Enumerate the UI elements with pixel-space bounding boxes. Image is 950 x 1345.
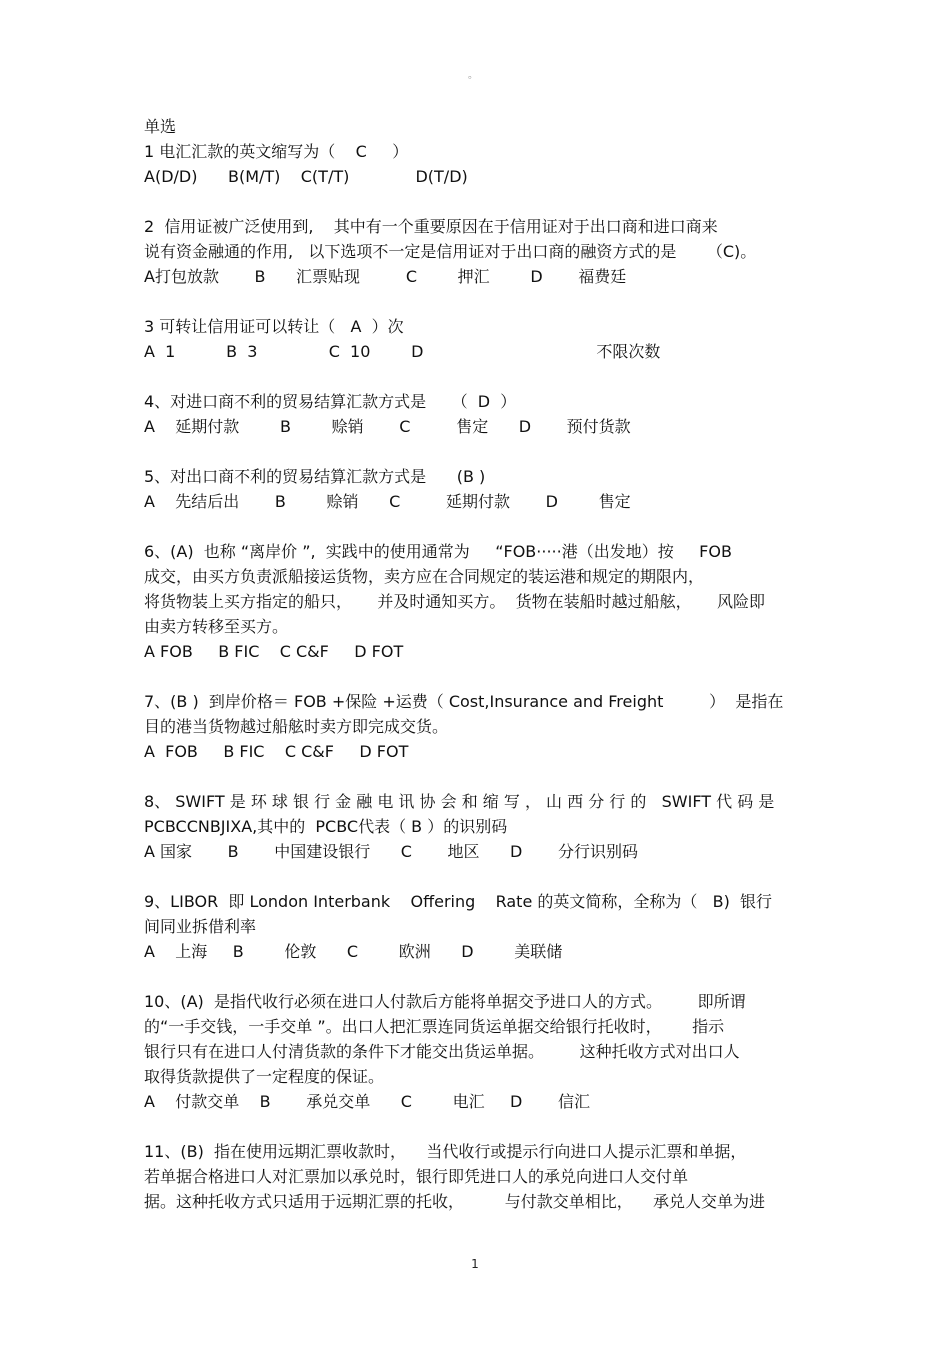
question-8	[144, 789, 824, 864]
question-line: 3 可转让信用证可以转让（ A ）次	[144, 317, 404, 336]
question-line: PCBCCNBJIXA,其中的 PCBC代表（ B ）的识别码	[144, 817, 508, 836]
question-line: A 延期付款 B 赊销 C 售定 D 预付货款	[144, 417, 631, 436]
question-10	[144, 989, 824, 1114]
question-line: 8、 SWIFT 是 环 球 银 行 金 融 电 讯 协 会 和 缩 写 ， 山 西 分 行 的 SWIFT 代 码 是	[144, 792, 775, 811]
question-line: 成交，由买方负责派船接运货物，卖方应在合同规定的装运港和规定的期限内，	[144, 567, 705, 586]
question-line: 1 电汇汇款的英文缩写为（ C ）	[144, 142, 409, 161]
question-line: A(D/D) B(M/T) C(T/T) D(T/D)	[144, 167, 468, 186]
question-line: 4、对进口商不利的贸易结算汇款方式是 （ D ）	[144, 392, 517, 411]
question-line: 说有资金融通的作用, 以下选项不一定是信用证对于出口商的融资方式的是 （C)。	[144, 242, 757, 261]
question-9	[144, 889, 824, 964]
page-number: 1	[471, 1257, 479, 1271]
question-line: A 国家 B 中国建设银行 C 地区 D 分行识别码	[144, 842, 638, 861]
section-title: 单选	[144, 117, 177, 136]
question-line: 由卖方转移至买方。	[144, 617, 289, 636]
question-7	[144, 689, 824, 764]
question-line: 9、LIBOR 即 London Interbank Offering Rate 的英文简称，全称为（ B) 银行	[144, 892, 773, 911]
question-1	[144, 139, 824, 189]
question-line: A打包放款 B 汇票贴现 C 押汇 D 福费廷	[144, 267, 627, 286]
question-6	[144, 539, 824, 664]
question-line: A 付款交单 B 承兑交单 C 电汇 D 信汇	[144, 1092, 590, 1111]
question-line: 取得货款提供了一定程度的保证。	[144, 1067, 385, 1086]
question-line: A FOB B FIC C C&F D FOT	[144, 642, 404, 661]
question-line: 间同业拆借利率	[144, 917, 257, 936]
question-line: 若单据合格进口人对汇票加以承兑时，银行即凭进口人的承兑向进口人交付单	[144, 1167, 689, 1186]
document-body	[144, 114, 824, 1214]
question-line: 的“一手交钱，一手交单 ”。出口人把汇票连同货运单据交给银行托收时， 指示	[144, 1017, 725, 1036]
question-5	[144, 464, 824, 514]
question-line: 11、(B) 指在使用远期汇票收款时， 当代收行或提示行向进口人提示汇票和单据，	[144, 1142, 747, 1161]
question-line: A 上海 B 伦敦 C 欧洲 D 美联储	[144, 942, 563, 961]
question-3	[144, 314, 824, 364]
header-mark: 。	[468, 70, 478, 81]
question-line: A 1 B 3 C 10 D 不限次数	[144, 342, 661, 361]
question-line: 据。这种托收方式只适用于远期汇票的托收， 与付款交单相比， 承兑人交单为进	[144, 1192, 766, 1211]
question-line: 目的港当货物越过船舷时卖方即完成交货。	[144, 717, 449, 736]
question-line: 10、(A) 是指代收行必须在进口人付款后方能将单据交予进口人的方式。 即所谓	[144, 992, 746, 1011]
question-2	[144, 214, 824, 289]
question-11	[144, 1139, 824, 1214]
question-line: 2 信用证被广泛使用到, 其中有一个重要原因在于信用证对于出口商和进口商来	[144, 217, 718, 236]
question-line: 6、(A) 也称 “离岸价 ”, 实践中的使用通常为 “FOB·····港（出发地）按 FOB	[144, 542, 732, 561]
question-line: 将货物装上买方指定的船只， 并及时通知买方。 货物在装船时越过船舷， 风险即	[144, 592, 766, 611]
question-line: 5、对出口商不利的贸易结算汇款方式是 (B )	[144, 467, 486, 486]
question-line: 7、(B ) 到岸价格＝ FOB +保险 +运费（ Cost,Insurance and Freight ） 是指在	[144, 692, 784, 711]
question-line: 银行只有在进口人付清货款的条件下才能交出货运单据。 这种托收方式对出口人	[144, 1042, 740, 1061]
question-4	[144, 389, 824, 439]
question-line: A 先结后出 B 赊销 C 延期付款 D 售定	[144, 492, 631, 511]
question-line: A FOB B FIC C C&F D FOT	[144, 742, 409, 761]
